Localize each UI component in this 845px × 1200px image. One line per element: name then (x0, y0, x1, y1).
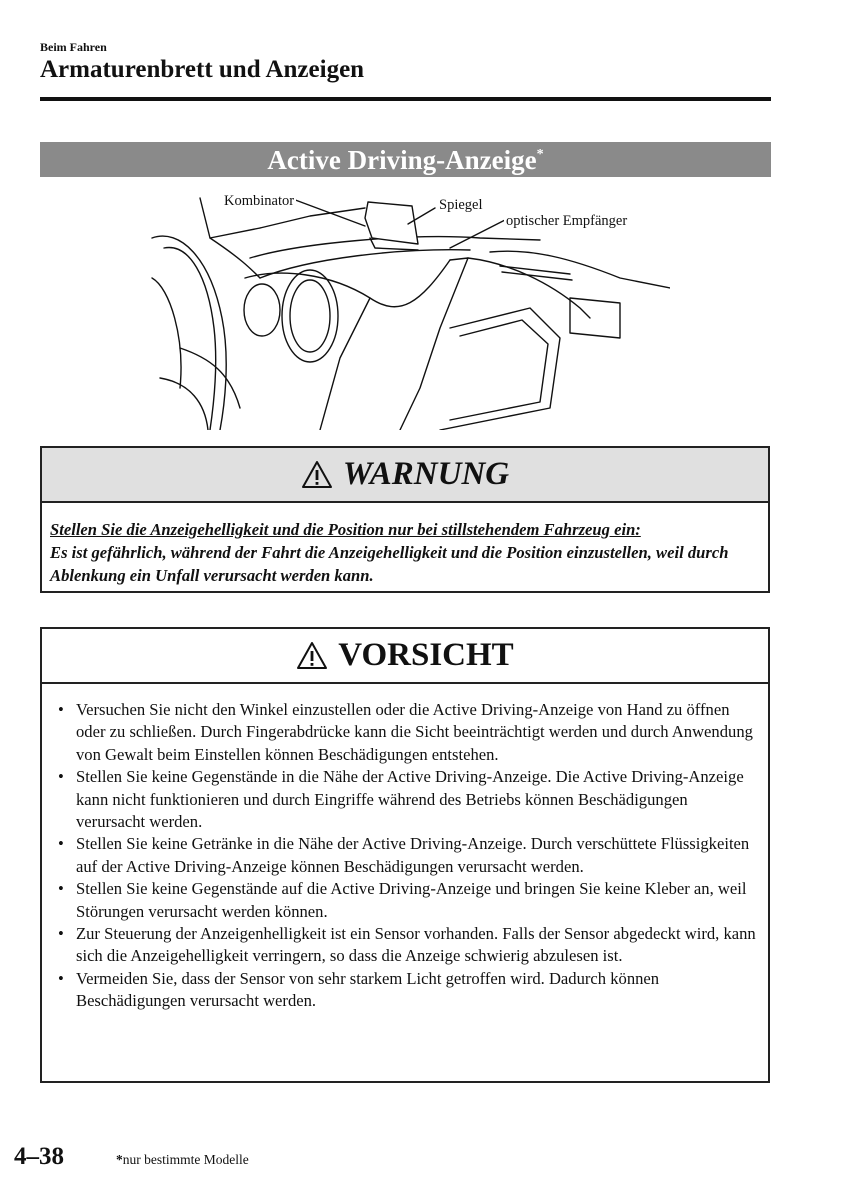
section-title: Active Driving-Anzeige (267, 145, 537, 175)
list-item (56, 968, 756, 1013)
warning-body (42, 503, 768, 587)
caution-list (42, 684, 768, 1013)
list-item (56, 833, 756, 878)
caution-triangle-icon (296, 641, 328, 671)
list-item (56, 699, 756, 766)
caution-item-text: Vermeiden Sie, dass der Sensor von sehr starkem Licht getroffen wird. Dadurch können Beschädigungen verursacht werden. (76, 968, 660, 1011)
bullet: • (58, 767, 64, 787)
caution-item-text: Versuchen Sie nicht den Winkel einzustellen oder die Active Driving-Anzeige von Hand zu öffnen oder zu schließen. Durch Fingerabdrücke kann die Sicht beeinträchtigt werden und durch Anwendung von Gewalt beim Einstellen können Beschädigungen entstehen. (76, 700, 753, 764)
section-footnote-marker: * (536, 147, 544, 162)
bullet: • (58, 879, 64, 899)
bullet: • (58, 700, 64, 719)
caution-box (40, 627, 770, 1083)
footnote-marker: * (116, 1152, 123, 1167)
bullet: • (58, 968, 64, 988)
list-item (56, 878, 756, 923)
footnote-text: nur bestimmte Modelle (122, 1152, 249, 1167)
caution-item-text: Stellen Sie keine Getränke in die Nähe der Active Driving-Anzeige. Durch verschüttete Flüssigkeiten auf der Active Driving-Anzeige können Beschädigungen verursacht werden. (76, 834, 750, 876)
bullet: • (58, 834, 64, 854)
list-item (56, 766, 756, 833)
footnote (116, 1152, 249, 1168)
warning-lead: Stellen Sie die Anzeigehelligkeit und die Position nur bei stillstehendem Fahrzeug ein: (50, 520, 641, 539)
label-kombinator: Kombinator (224, 193, 295, 209)
warning-header (42, 448, 768, 503)
warning-triangle-icon (301, 460, 333, 490)
caution-item-text: Zur Steuerung der Anzeigenhelligkeit ist ein Sensor vorhanden. Falls der Sensor abgedeckt wird, kann sich die Anzeigehelligkeit verringern, so dass die Anzeige schwierig abzulesen ist. (76, 924, 756, 966)
warning-box (40, 446, 770, 593)
chapter-label: Beim Fahren (40, 40, 107, 54)
caution-header (42, 629, 768, 684)
caution-title: VORSICHT (338, 637, 514, 673)
list-item (56, 923, 756, 968)
label-optischer-empfaenger: optischer Empfänger (506, 213, 628, 229)
warning-title: WARNUNG (342, 456, 510, 492)
bullet: • (58, 924, 64, 944)
warning-text: Es ist gefährlich, während der Fahrt die Anzeigehelligkeit und die Position einzustellen, weil durch Ablenkung ein Unfall verursacht werden kann. (50, 543, 729, 585)
title-rule (40, 97, 771, 101)
page-title: Armaturenbrett und Anzeigen (40, 56, 365, 83)
caution-item-text: Stellen Sie keine Gegenstände auf die Active Driving-Anzeige und bringen Sie keine Kleber an, weil Störungen verursacht werden können. (76, 879, 747, 921)
caution-item-text: Stellen Sie keine Gegenstände in die Nähe der Active Driving-Anzeige. Die Active Driving-Anzeige kann nicht funktionieren und durch Eingriffe während des Betriebs können Beschädigungen verursacht werden. (76, 767, 744, 832)
label-spiegel: Spiegel (439, 197, 483, 213)
section-heading (40, 142, 771, 177)
page-number: 4–38 (14, 1143, 64, 1170)
